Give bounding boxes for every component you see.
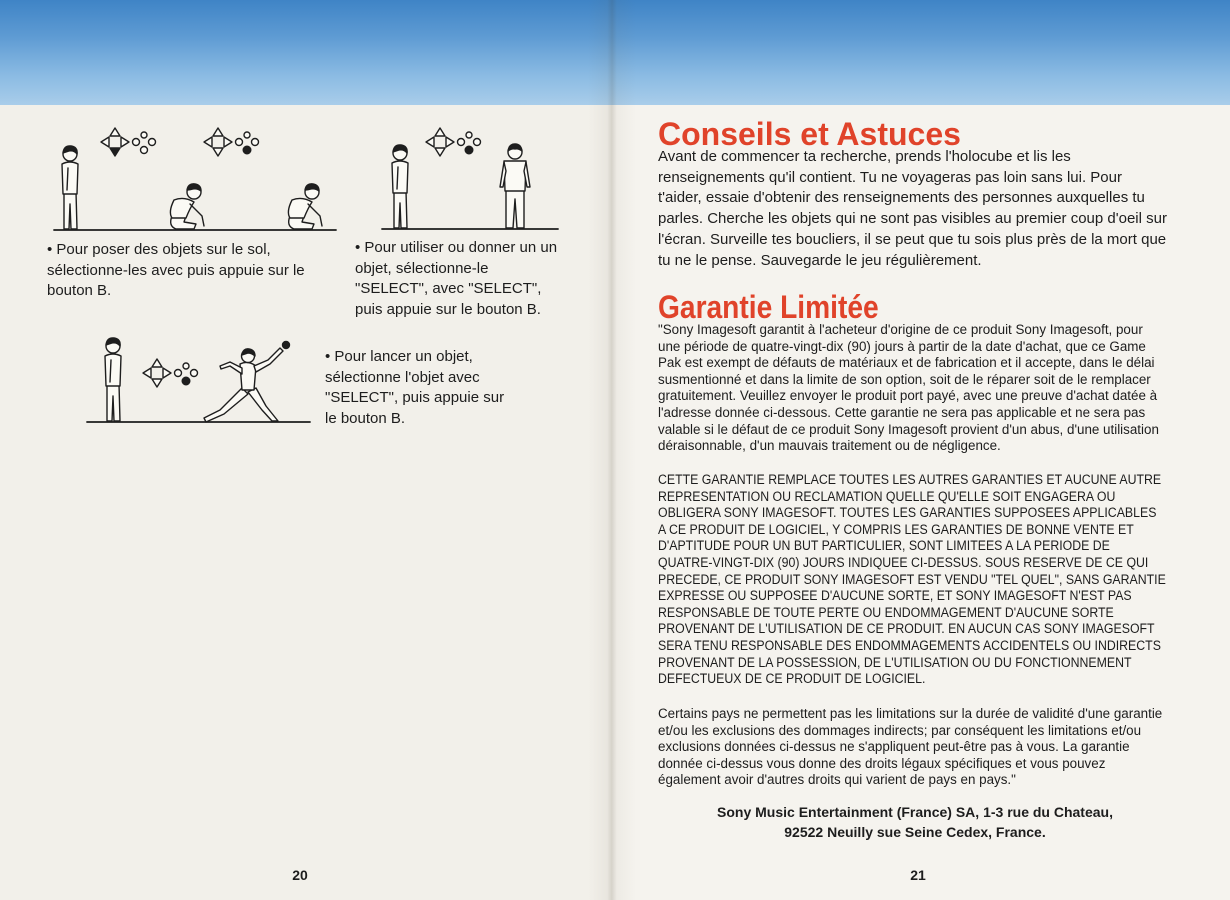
caption-line: • Pour utiliser ou donner un un [355, 239, 558, 256]
button-icon [458, 132, 481, 154]
caption-line: bouton B. [47, 282, 112, 300]
figure-torso [392, 161, 408, 193]
dpad-down-arrow [435, 148, 445, 156]
caption-throw-object [325, 347, 504, 429]
button-icon-part [175, 370, 182, 377]
figure-arm [67, 168, 68, 190]
warranty-intro-paragraph [658, 322, 1159, 455]
body-line: l'écran. Surveille tes boucliers, il se peut que tu sois plus près de la mort que [658, 230, 1167, 248]
body-line: t'aider, essaie d'obtenir des renseignements des personnes auxquelles tu [658, 189, 1145, 207]
body-line: exclusions données ci-dessus ne s'appliquent peut-être pas à vous. La garantie [658, 739, 1130, 755]
section-title-tips: Conseils et Astuces [658, 116, 961, 152]
button-icon-part [182, 377, 190, 385]
caption-line: puis appuie sur le bouton B. [355, 300, 541, 318]
body-line: Certains pays ne permettent pas les limitations sur la durée de validité d'une garantie [658, 706, 1163, 721]
address-line: 92522 Neuilly sue Seine Cedex, France. [784, 824, 1046, 840]
button-icon-part [466, 132, 472, 138]
button-icon-part [141, 132, 147, 138]
warranty-disclaimer-paragraph [658, 472, 1210, 688]
body-line: valable si le défaut de ce produit Sony Imagesoft provient d'un abus, d'une utilisation [658, 421, 1159, 437]
body-line: EXPRESSE OU SUPPOSEE D'AUCUNE SORTE, ET SONY IMAGESOFT N'EST PAS [658, 588, 1132, 604]
tips-paragraph [658, 147, 1167, 271]
dpad-right-arrow [121, 137, 129, 147]
button-icon [175, 363, 198, 385]
thrown-object [283, 342, 290, 349]
section-title-warranty: Garantie Limitée [658, 289, 879, 325]
dpad-left-arrow [143, 368, 151, 378]
caption-place-object [47, 240, 305, 302]
figure-legs [394, 191, 407, 228]
body-line: PROVENANT DE L'UTILISATION DE CE PRODUIT. EN AUCUN CAS SONY IMAGESOFT [658, 621, 1155, 637]
body-line: RESPONSABLE DE TOUTE PERTE OU ENDOMMAGEMENT D'AUCUNE SORTE [658, 604, 1114, 620]
button-icon-part [474, 139, 481, 146]
figure-leg [248, 388, 278, 421]
figure-leg [204, 388, 248, 422]
figure-legs [64, 192, 77, 229]
dpad-down-arrow [213, 148, 223, 156]
button-icon-part [252, 139, 259, 146]
caption-line: sélectionne l'objet avec [325, 368, 480, 386]
dpad-icon [426, 128, 454, 156]
body-line: A CE PRODUIT DE LOGICIEL, Y COMPRIS LES GARANTIES DE BONNE VENTE ET [658, 521, 1134, 537]
dpad-up-arrow [435, 128, 445, 136]
button-icon-part [133, 139, 140, 146]
caption-line: • Pour poser des objets sur le sol, [47, 241, 271, 258]
caption-line: le bouton B. [325, 409, 406, 427]
button-icon-part [149, 139, 156, 146]
dpad-right-arrow [163, 368, 171, 378]
figure-torso [170, 198, 194, 218]
figure-arm [220, 362, 242, 374]
body-line: donnée ci-dessus vous donne des droits légaux spécifiques et vous pouvez [658, 755, 1106, 771]
caption-line: sélectionne-les avec puis appuie sur le [47, 261, 305, 279]
crouching-figure [170, 184, 204, 229]
address-line: Sony Music Entertainment (France) SA, 1-3 rue du Chateau, [717, 804, 1113, 820]
standing-figure [62, 146, 78, 229]
body-line: susmentionné et dans la limite de son option, soit de le réparer soit de le remplacer [658, 371, 1151, 387]
body-line: gratuitement. Veuillez envoyer le produit port payé, avec une preuve d'achat datée à [658, 388, 1158, 404]
figure-torso [105, 354, 121, 386]
body-line: QUATRE-VINGT-DIX (90) JOURS INDIQUEE CI-DESSUS. SOUS RESERVE DE CE QUI [658, 554, 1149, 570]
figure-arm [110, 360, 111, 382]
body-line: tu ne le pense. Sauvegarde le jeu régulièrement. [658, 251, 982, 269]
body-line: et/ou les exclusions des dommages indirects; par conséquent les limitations et/ou [658, 722, 1142, 738]
body-line: parles. Cherche les objets qui ne sont pas visibles au premier coup d'oeil sur [658, 210, 1167, 228]
button-icon [236, 132, 259, 154]
body-line: OBLIGERA SONY IMAGESOFT. TOUTES LES GARANTIES SUPPOSEES APPLICABLES [658, 505, 1157, 521]
body-line: D'APTITUDE POUR UN BUT PARTICULIER, SONT LIMITEES A LA PERIODE DE [658, 538, 1110, 554]
body-line: renseignements qu'il contient. Tu ne voyageras pas loin sans lui. Pour [658, 168, 1122, 186]
body-line: déraisonnable, d'un mauvais traitement ou de négligence. [658, 438, 1001, 454]
company-address [658, 802, 1172, 842]
body-line: SERA TENU RESPONSABLE DES ENDOMMAGEMENTS ACCIDENTELS OU INDIRECTS [658, 637, 1161, 653]
figure-legs [107, 384, 120, 421]
button-icon-part [243, 146, 251, 154]
dpad-down-arrow [110, 148, 120, 156]
button-icon-part [141, 147, 148, 154]
button-icon-part [236, 139, 243, 146]
button-icon-part [183, 363, 189, 369]
header-band [0, 0, 612, 105]
body-line: l'adresse donnée ci-dessous. Cette garantie ne sera pas applicable et ne sera pas [658, 404, 1146, 420]
button-icon-part [244, 132, 250, 138]
page-number: 20 [292, 867, 308, 883]
caption-line: "SELECT", puis appuie sur [325, 389, 505, 407]
illustration-place-object [50, 118, 340, 238]
front-facing-figure [500, 144, 530, 228]
figure-torso [62, 162, 78, 194]
left-page [0, 0, 612, 900]
dpad-left-arrow [204, 137, 212, 147]
dpad-icon [204, 128, 232, 156]
dpad-left-arrow [426, 137, 434, 147]
body-line: DEFECTUEUX DE CE PRODUIT DE LOGICIEL. [658, 671, 926, 687]
dpad-icon [143, 359, 171, 387]
body-line: REPRESENTATION OU RECLAMATION QUELLE QU'ELLE SOIT ENGAGERA OU [658, 488, 1116, 504]
button-icon [133, 132, 156, 154]
dpad-up-arrow [213, 128, 223, 136]
figure-arm [254, 348, 283, 372]
figure-torso [288, 198, 312, 218]
page-number: 21 [910, 867, 926, 883]
button-icon-part [458, 139, 465, 146]
body-line: Pak est exempt de défauts de matériaux et de fabrication et il accepte, dans le délai [658, 355, 1155, 371]
caption-use-object [355, 238, 557, 320]
standing-figure [392, 145, 408, 228]
body-line: "Sony Imagesoft garantit à l'acheteur d'origine de ce produit Sony Imagesoft, pour [658, 322, 1143, 337]
button-icon-part [465, 146, 473, 154]
crouching-figure [288, 184, 322, 229]
figure-torso [504, 161, 526, 191]
body-line: une période de quatre-vingt-dix (90) jours à partir de la date d'achat, que ce Game [658, 338, 1146, 354]
caption-line: objet, sélectionne-le [355, 259, 489, 277]
figure-legs [506, 189, 524, 228]
header-band [612, 0, 1230, 105]
body-line: Avant de commencer ta recherche, prends l'holocube et lis les [658, 148, 1071, 165]
body-line: également avoir d'autres droits qui varient de pays en pays." [658, 772, 1016, 788]
dpad-down-arrow [152, 379, 162, 387]
body-line: PROVENANT DE LA POSSESSION, DE L'UTILISATION OU DU FONCTIONNEMENT [658, 654, 1132, 670]
dpad-right-arrow [446, 137, 454, 147]
dpad-right-arrow [224, 137, 232, 147]
body-line: PRECEDE, CE PRODUIT SONY IMAGESOFT EST VENDU "TEL QUEL", SANS GARANTIE [658, 571, 1166, 587]
warranty-jurisdiction-paragraph [658, 706, 1162, 789]
dpad-up-arrow [110, 128, 120, 136]
standing-figure [105, 338, 121, 421]
throwing-figure [204, 342, 290, 423]
button-icon-part [191, 370, 198, 377]
illustration-throw-object [85, 330, 317, 430]
dpad-icon [101, 128, 129, 156]
illustration-use-object [380, 118, 560, 236]
right-page [612, 0, 1230, 900]
body-line: CETTE GARANTIE REMPLACE TOUTES LES AUTRES GARANTIES ET AUCUNE AUTRE [658, 472, 1162, 487]
dpad-up-arrow [152, 359, 162, 367]
caption-line: "SELECT", avec "SELECT", [355, 280, 542, 298]
figure-arm [397, 167, 398, 189]
caption-line: • Pour lancer un objet, [325, 348, 473, 365]
dpad-left-arrow [101, 137, 109, 147]
